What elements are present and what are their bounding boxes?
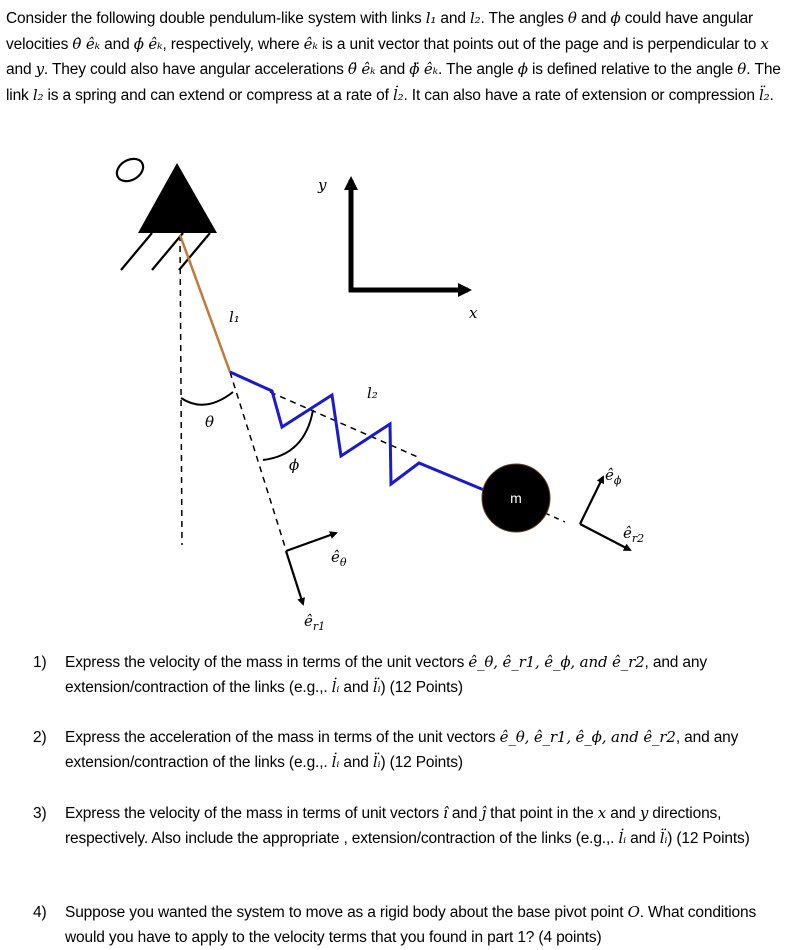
text: . The link (6, 61, 781, 104)
text: and (339, 754, 373, 771)
link-2-extension-line (545, 513, 565, 522)
math-l-ddot: l̈ᵢ (372, 678, 381, 696)
text: that point in the (486, 805, 598, 822)
question-number: 4) (33, 904, 47, 921)
question-1 (33, 650, 778, 700)
text: ) (12 Points) (667, 830, 750, 847)
spring-link-2 (230, 372, 484, 490)
math-l1: l₁ (425, 9, 437, 27)
text: and (99, 35, 134, 53)
math-unit-vectors: ê_θ, ê_r1, ê_ϕ, and ê_r2 (468, 653, 645, 671)
xy-axes (349, 180, 468, 292)
vertical-reference-line (180, 235, 182, 545)
text: is defined relative to the angle (527, 61, 738, 78)
link-2-label: l₂ (367, 384, 378, 402)
axis-x-label: x (469, 304, 478, 322)
math-x: x (597, 804, 607, 822)
link-1-extension-line (230, 372, 286, 550)
e-r1-label: $ê_{r1}$ (304, 612, 326, 633)
text: and (606, 805, 640, 822)
math-l-dot: l̇ᵢ (331, 753, 340, 771)
math-l2: l₂ (32, 85, 44, 104)
text: and (436, 10, 470, 27)
text: is a spring and can extend or compress at a rate of (43, 86, 393, 104)
problem-statement (6, 6, 786, 108)
text: . The angle (437, 61, 518, 78)
phi-arc (263, 410, 313, 460)
math-x: x (760, 34, 769, 53)
math-o: O (627, 903, 640, 921)
math-unit-vectors: ê_θ, ê_r1, ê_ϕ, and ê_r2 (499, 728, 676, 746)
axis-y-label: y (318, 176, 327, 194)
question-3 (33, 801, 778, 851)
question-2 (33, 725, 778, 775)
text: . What conditions would you have to apply to the velocity terms that you found in part 1? (4 points) (65, 904, 757, 946)
text: . (769, 86, 774, 104)
text: Express the acceleration of the mass in terms of the unit vectors (65, 729, 500, 746)
phi-label: ϕ (289, 456, 300, 474)
pivot-support-triangle (138, 163, 217, 233)
text: Express the velocity of the mass in terms of unit vectors (65, 805, 444, 822)
text: . It can also have a rate of extension or compression (403, 86, 759, 104)
text: and (6, 61, 36, 78)
text: and (447, 805, 482, 822)
text: . The angles (480, 10, 568, 27)
math-l2-ddot: l̈₂ (758, 85, 770, 104)
math-l-ddot: l̈ᵢ (659, 829, 668, 847)
math-theta: θ (737, 60, 747, 78)
text: could have angular velocities (6, 10, 754, 53)
math-theta: θ (567, 9, 577, 27)
math-phi-ddot: ϕ̈ êₖ (409, 60, 438, 78)
math-y: y (639, 804, 649, 822)
question-number: 2) (33, 729, 47, 746)
link-1-label: l₁ (229, 308, 240, 326)
math-j-hat: ĵ (481, 804, 486, 822)
text: . They could also have angular accelerations (43, 61, 348, 78)
e-r2-label: $ê_{r2}$ (623, 524, 645, 545)
text: and (576, 10, 611, 27)
text: Consider the following double pendulum-like system with links (6, 10, 426, 27)
e-phi-label: $ê_\phi$ (605, 466, 622, 487)
frame-1-unit-vectors (286, 533, 336, 604)
theta-arc (181, 392, 233, 405)
math-phi: ϕ (517, 60, 528, 78)
mass-label: m (510, 490, 522, 506)
math-l-dot: l̇ᵢ (618, 829, 626, 847)
text: and (625, 830, 660, 847)
math-phi: ϕ (610, 9, 621, 27)
ground-hatch-icon (121, 233, 210, 270)
pivot-o-icon (113, 154, 147, 185)
theta-label: θ (205, 413, 215, 431)
text: ) (12 Points) (380, 754, 463, 771)
text: , and any extension/contraction of the links (e.g.,. (65, 654, 707, 696)
math-l2: l₂ (470, 9, 481, 27)
text: is a unit vector that points out of the page and is perpendicular to (317, 35, 761, 53)
text: Suppose you wanted the system to move as a rigid body about the base pivot point (65, 904, 628, 921)
text: and (375, 61, 410, 78)
text: ) (12 Points) (380, 679, 463, 696)
e-theta-label: $ê_\theta$ (331, 548, 347, 569)
math-phi-dot: ϕ̇ êₖ (133, 34, 163, 53)
math-theta-dot: θ̇ êₖ (72, 34, 100, 53)
pendulum-diagram (0, 145, 789, 645)
math-y: y (35, 60, 44, 78)
math-ek: êₖ (303, 34, 318, 53)
question-number: 3) (33, 805, 47, 822)
text: Express the velocity of the mass in terms of the unit vectors (65, 654, 469, 671)
text: , respectively, where (162, 35, 304, 53)
question-4 (33, 900, 778, 950)
math-l2-dot: l̇₂ (392, 85, 404, 104)
text: and (339, 679, 373, 696)
link-1 (180, 235, 230, 372)
math-theta-ddot: θ̈ êₖ (347, 60, 376, 78)
math-l-ddot: l̈ᵢ (372, 753, 381, 771)
text: directions, respectively. Also include the appropriate , extension/contraction of the links (e.g.,. (65, 805, 722, 847)
question-number: 1) (33, 654, 47, 671)
math-i-hat: î (443, 804, 448, 822)
math-l-dot: l̇ᵢ (331, 678, 340, 696)
text: , and any extension/contraction of the links (e.g.,. (65, 729, 739, 771)
